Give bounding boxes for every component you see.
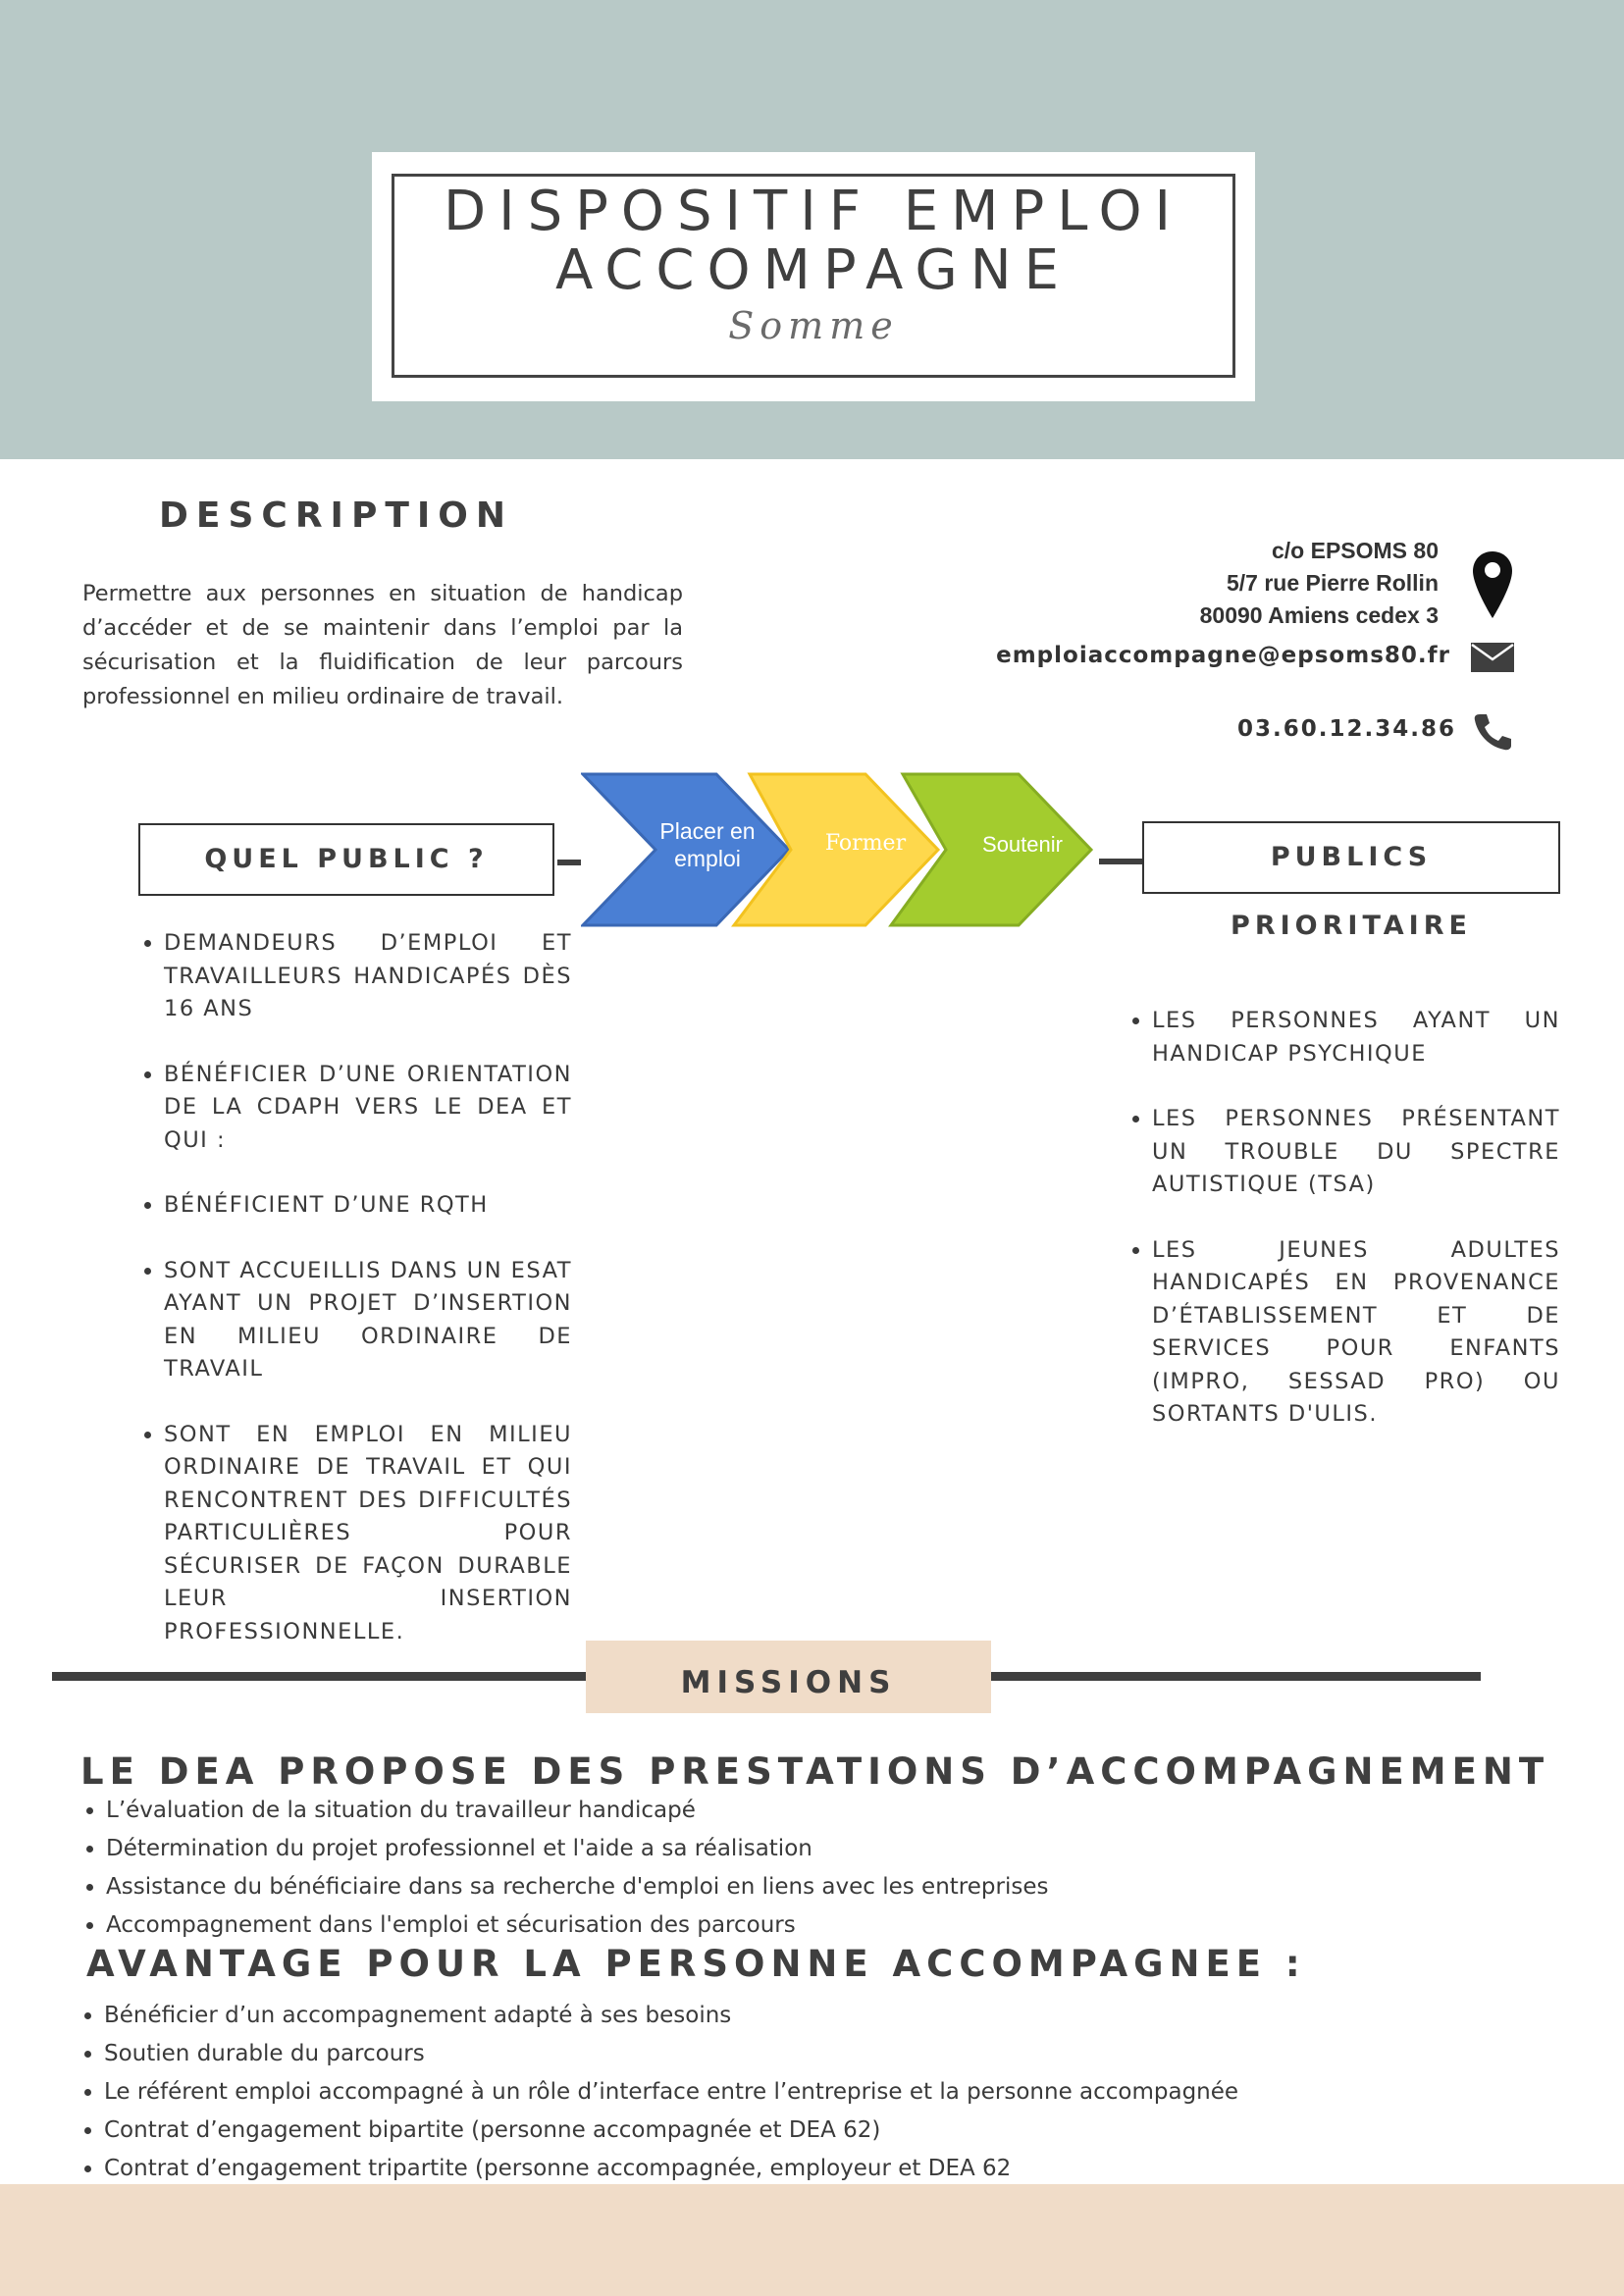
list-item: • Contrat d’engagement tripartite (personne accompagnée, employeur et DEA 62 — [104, 2150, 1448, 2188]
list-item: • Contrat d’engagement bipartite (personne accompagnée et DEA 62) — [104, 2112, 1448, 2150]
list-item: • BÉNÉFICIER D’UNE ORIENTATION DE LA CDAPH VERS LE DEA ET QUI : — [164, 1059, 572, 1158]
page-title-line2: ACCOMPAGNE — [554, 238, 1073, 302]
description-heading: DESCRIPTION — [159, 496, 514, 536]
public-list — [134, 927, 572, 1681]
chevron-label-placer: Placer en — [659, 818, 756, 844]
list-item: • Assistance du bénéficiaire dans sa recherche d'emploi en liens avec les entreprises — [106, 1868, 1352, 1906]
list-item: • Le référent emploi accompagné à un rôle d’interface entre l’entreprise et la personne accompagnée — [104, 2073, 1448, 2112]
page-title-line1: DISPOSITIF EMPLOI — [443, 180, 1184, 243]
list-item: • LES JEUNES ADULTES HANDICAPÉS EN PROVENANCE D’ÉTABLISSEMENT ET DE SERVICES POUR ENFANTS (IMPRO, SESSAD PRO) OU SORTANTS D'ULIS. — [1152, 1234, 1560, 1432]
envelope-icon — [1470, 642, 1515, 673]
header-band — [0, 0, 1624, 459]
contact-phone[interactable]: 03.60.12.34.86 — [1237, 716, 1456, 742]
list-item: • LES PERSONNES AYANT UN HANDICAP PSYCHIQUE — [1152, 1005, 1560, 1070]
left-connector — [557, 860, 581, 865]
contact-address — [1079, 535, 1439, 632]
chevron-label-former: Former — [824, 831, 907, 856]
missions-heading: MISSIONS — [586, 1641, 991, 1713]
list-item: • Soutien durable du parcours — [104, 2035, 1448, 2073]
dea-list — [77, 1792, 1352, 1945]
avantage-list — [75, 1997, 1448, 2188]
page-subtitle: Somme — [728, 304, 899, 347]
location-pin-icon — [1471, 549, 1514, 620]
public-heading-box: QUEL PUBLIC ? — [138, 823, 554, 896]
list-item: • SONT EN EMPLOI EN MILIEU ORDINAIRE DE TRAVAIL ET QUI RENCONTRENT DES DIFFICULTÉS PARTICULIÈRES POUR SÉCURISER DE FAÇON DURABLE LEUR INSERTION PROFESSIONNELLE. — [164, 1419, 572, 1649]
list-item: • Détermination du projet professionnel et l'aide a sa réalisation — [106, 1830, 1352, 1868]
list-item: • Bénéficier d’un accompagnement adapté à ses besoins — [104, 1997, 1448, 2035]
list-item: • LES PERSONNES PRÉSENTANT UN TROUBLE DU SPECTRE AUTISTIQUE (TSA) — [1152, 1103, 1560, 1202]
chevron-label-soutenir: Soutenir — [982, 832, 1063, 857]
contact-email[interactable]: emploiaccompagne@epsoms80.fr — [996, 643, 1450, 668]
right-connector — [1099, 859, 1144, 864]
dea-heading: LE DEA PROPOSE DES PRESTATIONS D’ACCOMPAGNEMENT — [80, 1750, 1550, 1793]
avantage-heading: AVANTAGE POUR LA PERSONNE ACCOMPAGNEE : — [86, 1943, 1306, 1985]
list-item: • SONT ACCUEILLIS DANS UN ESAT AYANT UN PROJET D’INSERTION EN MILIEU ORDINAIRE DE TRAVAIL — [164, 1255, 572, 1386]
list-item: • Accompagnement dans l'emploi et sécurisation des parcours — [106, 1906, 1352, 1945]
description-text: Permettre aux personnes en situation de handicap d’accéder et de se maintenir dans l’emploi par la sécurisation et la fluidification de leur parcours professionnel en milieu ordinaire de travail. — [82, 581, 683, 709]
chevron-label-emploi: emploi — [674, 846, 741, 871]
address-line: 5/7 rue Pierre Rollin — [1226, 570, 1439, 596]
phone-icon — [1472, 712, 1513, 752]
process-chevrons — [581, 771, 1099, 930]
footer-band — [0, 2184, 1624, 2296]
priority-heading-box: PUBLICS PRIORITAIRE — [1142, 821, 1560, 894]
list-item: • BÉNÉFICIENT D’UNE RQTH — [164, 1189, 572, 1223]
address-line: c/o EPSOMS 80 — [1271, 538, 1439, 563]
address-line: 80090 Amiens cedex 3 — [1199, 602, 1439, 628]
list-item: • L’évaluation de la situation du travailleur handicapé — [106, 1792, 1352, 1830]
title-card — [372, 152, 1255, 401]
list-item: • DEMANDEURS D’EMPLOI ET TRAVAILLEURS HANDICAPÉS DÈS 16 ANS — [164, 927, 572, 1026]
priority-list — [1123, 1005, 1560, 1464]
title-frame — [392, 174, 1235, 378]
